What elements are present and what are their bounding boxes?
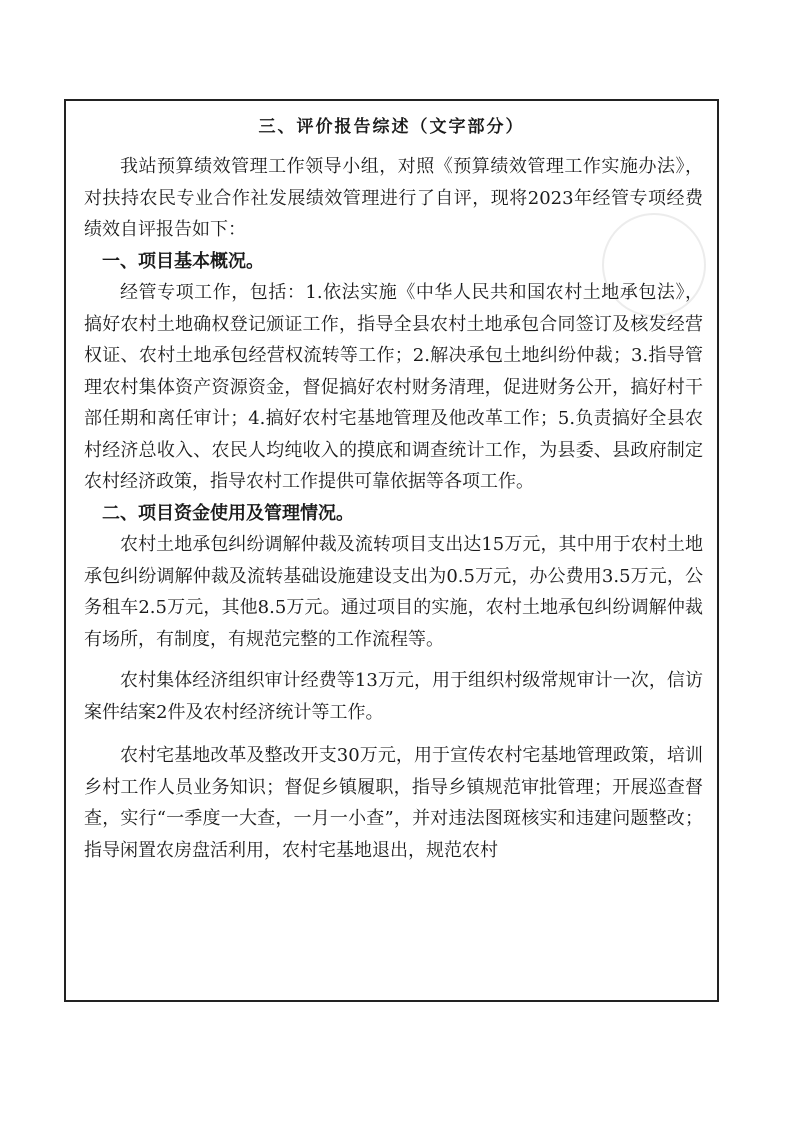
section1-heading: 一、项目基本概况。 xyxy=(102,250,264,272)
report-title: 三、评价报告综述（文字部分） xyxy=(258,117,525,137)
section2-paragraph: 农村土地承包纠纷调解仲裁及流转项目支出达15万元，其中用于农村土地承包纠纷调解仲裁及流转基础设施建设支出为0.5万元，办公费用3.5万元，公务租车2.5万元，其他8.5万元。通过项目的实施，农村土地承包纠纷调解仲裁有场所，有制度，有规范完整的工作流程等。 xyxy=(84,534,703,650)
section2-paragraph: 农村宅基地改革及整改开支30万元，用于宣传农村宅基地管理政策，培训乡村工作人员业务知识；督促乡镇履职，指导乡镇规范审批管理；开展巡查督查，实行“一季度一大查，一月一小查”，并对违法图斑核实和违建问题整改；指导闲置农房盘活利用，农村宅基地退出，规范农村 xyxy=(84,745,703,861)
report-frame xyxy=(64,99,719,1002)
section1-paragraph: 经管专项工作，包括：1.依法实施《中华人民共和国农村土地承包法》，搞好农村土地确权登记颁证工作，指导全县农村土地承包合同签订及核发经营权证、农村土地承包经营权流转等工作；2.解决承包土地纠纷仲裁；3.指导管理农村集体资产资源资金，督促搞好农村财务清理，促进财务公开，搞好村干部任期和离任审计；4.搞好农村宅基地管理及他改革工作；5.负责搞好全县农村经济总收入、农民人均纯收入的摸底和调查统计工作，为县委、县政府制定农村经济政策，指导农村工作提供可靠依据等各项工作。 xyxy=(84,282,703,492)
section2-paragraph: 农村集体经济组织审计经费等13万元，用于组织村级常规审计一次，信访案件结案2件及农村经济统计等工作。 xyxy=(84,670,703,723)
intro-paragraph: 我站预算绩效管理工作领导小组，对照《预算绩效管理工作实施办法》，对扶持农民专业合作社发展绩效管理进行了自评，现将2023年经管专项经费绩效自评报告如下： xyxy=(84,156,703,240)
report-content xyxy=(84,151,703,866)
section2-heading: 二、项目资金使用及管理情况。 xyxy=(102,502,354,524)
